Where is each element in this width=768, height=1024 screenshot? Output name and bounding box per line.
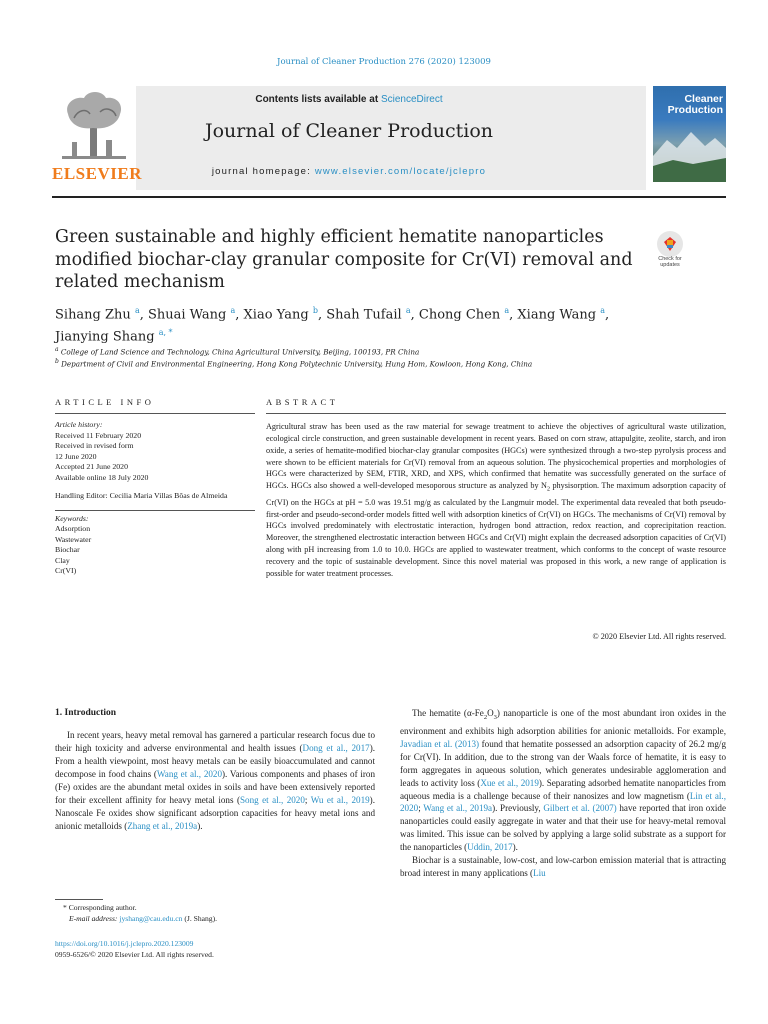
history-item: Accepted 21 June 2020 bbox=[55, 462, 128, 471]
author-affil-marker[interactable]: b bbox=[312, 306, 318, 315]
text-run: ; bbox=[304, 794, 311, 805]
reference-link[interactable]: Xue et al., 2019 bbox=[480, 777, 539, 788]
keyword: Clay bbox=[55, 555, 70, 565]
author-affil-marker[interactable]: a bbox=[504, 306, 510, 315]
text-run: ). Previously, bbox=[492, 803, 544, 814]
email-label: E-mail address: bbox=[69, 913, 120, 923]
article-info-heading: ARTICLE INFO bbox=[55, 397, 155, 407]
author-affil-marker[interactable]: a bbox=[405, 306, 411, 315]
history-item: 12 June 2020 bbox=[55, 451, 97, 461]
reference-link[interactable]: Gilbert et al. (2007) bbox=[543, 803, 617, 814]
homepage-link[interactable]: www.elsevier.com/locate/jclepro bbox=[314, 166, 487, 177]
keywords-rule bbox=[55, 510, 255, 511]
elsevier-tree-icon bbox=[60, 90, 128, 162]
subscript: 3 bbox=[493, 713, 497, 721]
email-link[interactable]: jyshang@cau.edu.cn bbox=[119, 913, 183, 923]
reference-link[interactable]: Song et al., 2020 bbox=[239, 794, 305, 805]
reference-link[interactable]: Liu bbox=[533, 868, 546, 879]
journal-title: Journal of Cleaner Production bbox=[204, 120, 494, 142]
history-item: Received 11 February 2020 bbox=[55, 430, 142, 440]
affiliation-text: Department of Civil and Environmental Engineering, Hong Kong Polytechnic University, Hung Hom, Kowloon, Hong Kong, China bbox=[61, 359, 533, 369]
abstract-part: physisorption. The maximum adsorption capacity of Cr(VI) on the HGCs at pH = 5.0 was 19.51 mg/g as calculated by the Langmuir model. The experimental data revealed that both pseudo-first-order and pseudo-second-order models fitted well with adsorption kinetics of Cr(VI) on HGCs. The mechanisms of Cr(VI) removal by HGCs involved predominately with electrostatic interaction, hydrogen bond attraction, redox reaction, and coprecipitation reaction. Moreover, the strengthened electrostatic interaction between HGCs and Cr(VI) might explain the decreased adsorption capacities of Cr(VI) along with pH increasing from 1.0 to 10.0. HGCs are applied to wastewater treatment, which conforms to the concept of waste resource recovery and the topic of sustainable development. Since this novel material was proposed in this work, a new range of application is possible for water treatment processes. bbox=[266, 481, 726, 578]
reference-link[interactable]: Wang et al., 2020 bbox=[156, 768, 223, 779]
sciencedirect-link[interactable]: ScienceDirect bbox=[380, 94, 443, 105]
author-name[interactable]: Shuai Wang bbox=[147, 307, 227, 323]
author-name[interactable]: Sihang Zhu bbox=[55, 307, 131, 323]
crossmark-label bbox=[653, 256, 687, 268]
keyword: Biochar bbox=[55, 545, 80, 554]
doi-block bbox=[55, 939, 355, 960]
reference-link[interactable]: Uddin, 2017 bbox=[467, 842, 513, 853]
text-run: ). bbox=[197, 820, 203, 831]
journal-citation[interactable]: Journal of Cleaner Production 276 (2020) 123009 bbox=[277, 57, 491, 67]
issn-line: 0959-6526/© 2020 Elsevier Ltd. All rights reserved. bbox=[55, 949, 214, 959]
author-affil-marker[interactable]: a, * bbox=[158, 328, 173, 338]
abstract-heading: ABSTRACT bbox=[266, 397, 339, 407]
author-name[interactable]: Xiang Wang bbox=[517, 307, 597, 323]
author-list: Sihang Zhu $^a$, Shuai Wang $^a$, Xiao Yang $^b$, Shah Tufail $^a$, Chong Chen $^a$, Xiang Wang $^a$, Jianying Shang $^{a, *}$ bbox=[55, 306, 610, 345]
handling-editor: Handling Editor: Cecilia Maria Villas Bôas de Almeida bbox=[55, 491, 228, 500]
abstract-text bbox=[266, 421, 726, 580]
author-affil-marker[interactable]: a bbox=[230, 306, 236, 315]
homepage-prefix: journal homepage: bbox=[211, 166, 315, 177]
article-title: Green sustainable and highly efficient hematite nanoparticles modified biochar-clay granular composite for Cr(VI) removal and related mechanism bbox=[55, 227, 633, 292]
cover-landscape-icon bbox=[653, 126, 726, 182]
author-affil-marker[interactable]: a bbox=[600, 306, 606, 315]
text-run: ). From a health viewpoint, most heavy metals can be easily bioaccumulated and cannot decompose in food chains ( bbox=[55, 742, 375, 779]
intro-paragraph bbox=[55, 729, 375, 833]
text-run: ). bbox=[512, 842, 518, 853]
cover-title-line2: Production bbox=[667, 104, 723, 116]
contents-line bbox=[52, 94, 646, 105]
abstract-part: Agricultural straw has been used as the raw material for sewage treatment to achieve the objectives of agricultural waste utilization, ecological circle construction, and green sustainable development in recent years. Based on corn straw, attapulgite, zeolite, starch, and iron oxide, a series of hematite-modified biochar-clay granular composites (HGCs) were synthesized through a two-step pyrolysis process and were shown to be efficient materials for Cr(VI) removal from an aqueous solution. The physicochemical properties and morphologies of HGCs were characterized by SEM, FTIR, XRD, and XPS, which confirmed that hematite was successfully generated on the surface of HGCs. HGCs also showed a well-developed mesoporous structure as analyzed by N bbox=[266, 422, 726, 491]
doi-link[interactable]: https://doi.org/10.1016/j.jclepro.2020.123009 bbox=[55, 939, 194, 948]
intro-column-left bbox=[55, 729, 375, 833]
text-run: ). Separating adsorbed hematite nanoparticles from aqueous media is a challenge because of their nanosizes and low magnetism ( bbox=[400, 777, 726, 801]
text-run: The hematite (α-Fe bbox=[412, 708, 484, 718]
article-info-panel bbox=[55, 420, 255, 577]
text-run: ). Various components and phases of iron (Fe) oxides are the abundant metal oxides in soils and have been extensively reported for their excellent affinity for heavy metal ions ( bbox=[55, 768, 375, 805]
affiliation-text: College of Land Science and Technology, China Agricultural University, Beijing, 100193, PR China bbox=[60, 347, 420, 357]
intro-paragraph bbox=[400, 707, 726, 854]
article-info-rule bbox=[55, 413, 255, 414]
cover-title bbox=[657, 94, 723, 116]
reference-link[interactable]: Dong et al., 2017 bbox=[302, 742, 370, 753]
author-name[interactable]: Jianying Shang bbox=[55, 329, 155, 345]
affiliation-item bbox=[55, 345, 695, 357]
intro-paragraph bbox=[400, 854, 726, 880]
reference-link[interactable]: Wang et al., 2019a bbox=[423, 803, 493, 814]
history-item: Available online 18 July 2020 bbox=[55, 472, 149, 482]
author-name[interactable]: Xiao Yang bbox=[243, 307, 309, 323]
text-run: found that hematite possessed an adsorption capacity of 26.2 mg/g for Cr(VI). In addition, due to the strong van der Waals force of hematite, it is easy to form aggregates in aqueous solution, which generates undesirable agglomeration and leads to activity loss ( bbox=[400, 738, 726, 788]
text-run: Biochar is a sustainable, low-cost, and low-carbon emission material that is attracting broad interest in many applications ( bbox=[400, 855, 726, 879]
subscript: 2 bbox=[483, 713, 488, 721]
crossmark-label-line2: updates bbox=[660, 262, 680, 268]
author-affil-marker[interactable]: a bbox=[134, 306, 140, 315]
crossmark-icon bbox=[662, 236, 678, 252]
header-divider bbox=[52, 196, 726, 198]
abstract-subscript: 2 bbox=[546, 486, 550, 493]
footnote-rule bbox=[55, 899, 103, 900]
author-name[interactable]: Shah Tufail bbox=[326, 307, 402, 323]
crossmark-label-line1: Check for bbox=[658, 256, 682, 262]
history-label: Article history: bbox=[55, 420, 103, 429]
intro-column-right bbox=[400, 707, 726, 880]
affiliation-item bbox=[55, 357, 695, 369]
reference-link[interactable]: Javadian et al. (2013) bbox=[400, 738, 480, 749]
author-name[interactable]: Chong Chen bbox=[418, 307, 501, 323]
elsevier-logo[interactable] bbox=[52, 86, 142, 190]
email-line bbox=[55, 914, 355, 925]
corresponding-author-footnote bbox=[55, 903, 355, 924]
text-run: have reported that iron oxide nanoparticles could easily aggregate in water and that their use for heavy-metal removal was limited. This issue can be solved by applying a large solid substrate as a support for the nanoparticles ( bbox=[400, 803, 726, 853]
check-for-updates-badge[interactable] bbox=[653, 231, 687, 267]
affiliation-marker: b bbox=[55, 358, 59, 366]
reference-link[interactable]: Wu et al., 2019 bbox=[310, 794, 370, 805]
contents-prefix: Contents lists available at bbox=[255, 94, 381, 105]
keyword: Cr(VI) bbox=[55, 566, 77, 575]
history-item: Received in revised form bbox=[55, 441, 134, 450]
text-run: ). Nanoscale Fe oxides show significant adsorption capacities for heavy metal ions and anionic metalloids ( bbox=[55, 794, 375, 831]
journal-cover-image[interactable] bbox=[653, 86, 726, 182]
keyword: Wastewater bbox=[55, 534, 92, 544]
affiliation-marker: a bbox=[55, 346, 59, 353]
introduction-heading: 1. Introduction bbox=[55, 708, 117, 718]
abstract-copyright: © 2020 Elsevier Ltd. All rights reserved. bbox=[592, 632, 726, 641]
email-suffix: (J. Shang). bbox=[182, 913, 218, 923]
reference-link[interactable]: Lin et al., 2020 bbox=[400, 790, 726, 814]
elsevier-wordmark: ELSEVIER bbox=[52, 164, 142, 183]
reference-link[interactable]: Zhang et al., 2019a bbox=[127, 820, 198, 831]
affiliations bbox=[55, 345, 695, 370]
keyword: Adsorption bbox=[55, 524, 91, 533]
text-run: ; bbox=[418, 803, 424, 814]
keywords-label: Keywords: bbox=[55, 513, 89, 523]
text-run: O bbox=[487, 708, 494, 718]
corresponding-label: * Corresponding author. bbox=[63, 903, 137, 912]
abstract-rule bbox=[266, 413, 726, 414]
text-run: In recent years, heavy metal removal has garnered a particular research focus due to their high toxicity and adverse environmental and health issues ( bbox=[55, 730, 375, 753]
cover-title-line1: Cleaner bbox=[684, 93, 723, 105]
text-run: ) nanoparticle is one of the most abundant iron oxides in the environment and exhibits high adsorption abilities for anionic metalloids. For example, bbox=[400, 708, 726, 736]
